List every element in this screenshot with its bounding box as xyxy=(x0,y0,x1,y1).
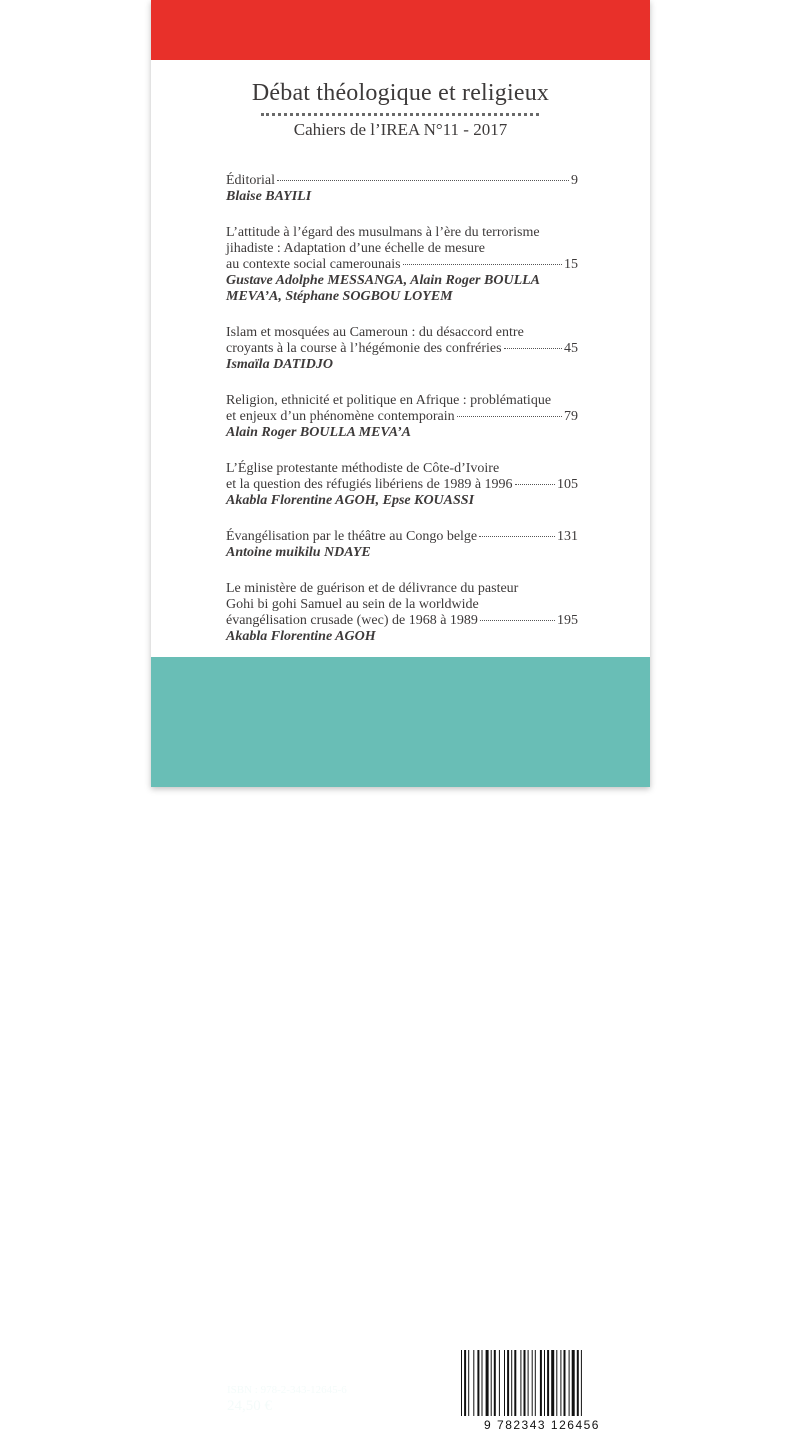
toc-entry-title-line: Religion, ethnicité et politique en Afrique : problématique xyxy=(226,393,552,408)
price-text: 24,50 € xyxy=(227,1398,272,1414)
barcode-bar xyxy=(511,1350,512,1416)
toc-entry xyxy=(226,173,578,205)
barcode-bar xyxy=(560,1350,561,1416)
barcode-bar xyxy=(504,1350,505,1416)
toc-entry-authors: Alain Roger BOULLA MEVA’A xyxy=(226,425,412,440)
isbn-text: ISBN : 978-2-343-12645-6 xyxy=(227,1384,347,1396)
toc-entry-title-line: L’Église protestante méthodiste de Côte-d’Ivoire xyxy=(226,461,500,476)
toc-page-number: 195 xyxy=(557,613,578,628)
toc-page-number: 105 xyxy=(557,477,578,492)
toc-page-number: 79 xyxy=(564,409,578,424)
toc-entry-leader-line xyxy=(226,529,578,545)
table-of-contents xyxy=(226,173,578,665)
barcode-bar xyxy=(468,1350,469,1416)
barcode-bar xyxy=(535,1350,536,1416)
barcode-bar xyxy=(544,1350,545,1416)
barcode-bar xyxy=(569,1350,570,1416)
barcode-digits: 9 782343 126456 xyxy=(484,1418,600,1432)
toc-entry-authors: Akabla Florentine AGOH xyxy=(226,629,376,644)
toc-entry-title-line: croyants à la course à l’hégémonie des confréries xyxy=(226,341,502,356)
issue-subtitle: Cahiers de l’IREA N°11 - 2017 xyxy=(293,120,508,139)
toc-entry-title-line: évangélisation crusade (wec) de 1968 à 1989 xyxy=(226,613,478,628)
barcode-bar xyxy=(482,1350,483,1416)
barcode-bar xyxy=(540,1350,542,1416)
toc-entry-title-line: Le ministère de guérison et de délivrance du pasteur xyxy=(226,581,519,596)
barcode-bar xyxy=(528,1350,529,1416)
toc-entry-title-line: Gohi bi gohi Samuel au sein de la worldwide xyxy=(226,597,479,612)
barcode-bar xyxy=(473,1350,474,1416)
toc-page-number: 131 xyxy=(557,529,578,544)
barcode-bar xyxy=(581,1350,582,1416)
barcode-bar xyxy=(507,1350,509,1416)
toc-entry-authors: Blaise BAYILI xyxy=(226,189,312,204)
dot-leader xyxy=(504,348,562,349)
toc-entry-title-line: Islam et mosquées au Cameroun : du désaccord entre xyxy=(226,325,524,340)
toc-entry-authors: Antoine muikilu NDAYE xyxy=(226,545,371,560)
dot-leader xyxy=(277,180,569,181)
barcode-bar xyxy=(486,1350,489,1416)
toc-entry-authors: MEVA’A, Stéphane SOGBOU LOYEM xyxy=(226,289,453,304)
toc-entry xyxy=(226,225,578,305)
toc-entry-title-line: et la question des réfugiés libériens de 1989 à 1996 xyxy=(226,477,513,492)
toc-page-number: 45 xyxy=(564,341,578,356)
barcode-bar xyxy=(520,1350,521,1416)
barcode xyxy=(447,1342,637,1436)
barcode-bar xyxy=(532,1350,533,1416)
toc-entry-authors: Akabla Florentine AGOH, Epse KOUASSI xyxy=(226,493,475,508)
book-back-cover xyxy=(151,0,650,1432)
toc-entry-title-line: L’attitude à l’égard des musulmans à l’ère du terrorisme xyxy=(226,225,540,240)
barcode-bar xyxy=(499,1350,500,1416)
dot-leader xyxy=(480,620,555,621)
barcode-bar xyxy=(572,1350,575,1416)
toc-entry-title-line: et enjeux d’un phénomène contemporain xyxy=(226,409,455,424)
toc-page-number: 15 xyxy=(564,257,578,272)
barcode-bars xyxy=(459,1350,625,1418)
toc-entry xyxy=(226,581,578,645)
toc-entry-leader-line xyxy=(226,477,578,493)
toc-entry-title-line: jihadiste : Adaptation d’une échelle de mesure xyxy=(226,241,485,256)
dot-leader xyxy=(479,536,555,537)
dotted-divider xyxy=(261,113,539,116)
dot-leader xyxy=(457,416,562,417)
barcode-bar xyxy=(577,1350,579,1416)
series-title: Débat théologique et religieux xyxy=(251,80,550,106)
toc-page-number: 9 xyxy=(571,173,578,188)
toc-entry xyxy=(226,461,578,509)
bottom-teal-band xyxy=(151,657,650,1432)
barcode-bar xyxy=(494,1350,496,1416)
toc-entry-leader-line xyxy=(226,409,578,425)
toc-entry-leader-line xyxy=(226,613,578,629)
toc-entry-title-line: au contexte social camerounais xyxy=(226,257,401,272)
toc-entry-authors: Ismaïla DATIDJO xyxy=(226,357,333,372)
toc-entry-leader-line xyxy=(226,341,578,357)
barcode-bar xyxy=(514,1350,516,1416)
toc-entry-title-line: Éditorial xyxy=(226,173,275,188)
barcode-bar xyxy=(464,1350,466,1416)
barcode-bar xyxy=(556,1350,557,1416)
toc-entry-leader-line xyxy=(226,173,578,189)
toc-entry xyxy=(226,529,578,561)
top-red-band xyxy=(151,0,650,60)
barcode-bar xyxy=(491,1350,492,1416)
toc-entry-authors: Gustave Adolphe MESSANGA, Alain Roger BOULLA xyxy=(226,273,541,288)
toc-entry xyxy=(226,325,578,373)
barcode-bar xyxy=(551,1350,554,1416)
barcode-bar xyxy=(524,1350,526,1416)
dot-leader xyxy=(515,484,555,485)
barcode-bar xyxy=(547,1350,549,1416)
barcode-bar xyxy=(477,1350,479,1416)
dot-leader xyxy=(403,264,562,265)
barcode-bar xyxy=(564,1350,566,1416)
toc-entry-leader-line xyxy=(226,257,578,273)
toc-entry xyxy=(226,393,578,441)
barcode-bar xyxy=(461,1350,462,1416)
toc-entry-title-line: Évangélisation par le théâtre au Congo belge xyxy=(226,529,478,544)
